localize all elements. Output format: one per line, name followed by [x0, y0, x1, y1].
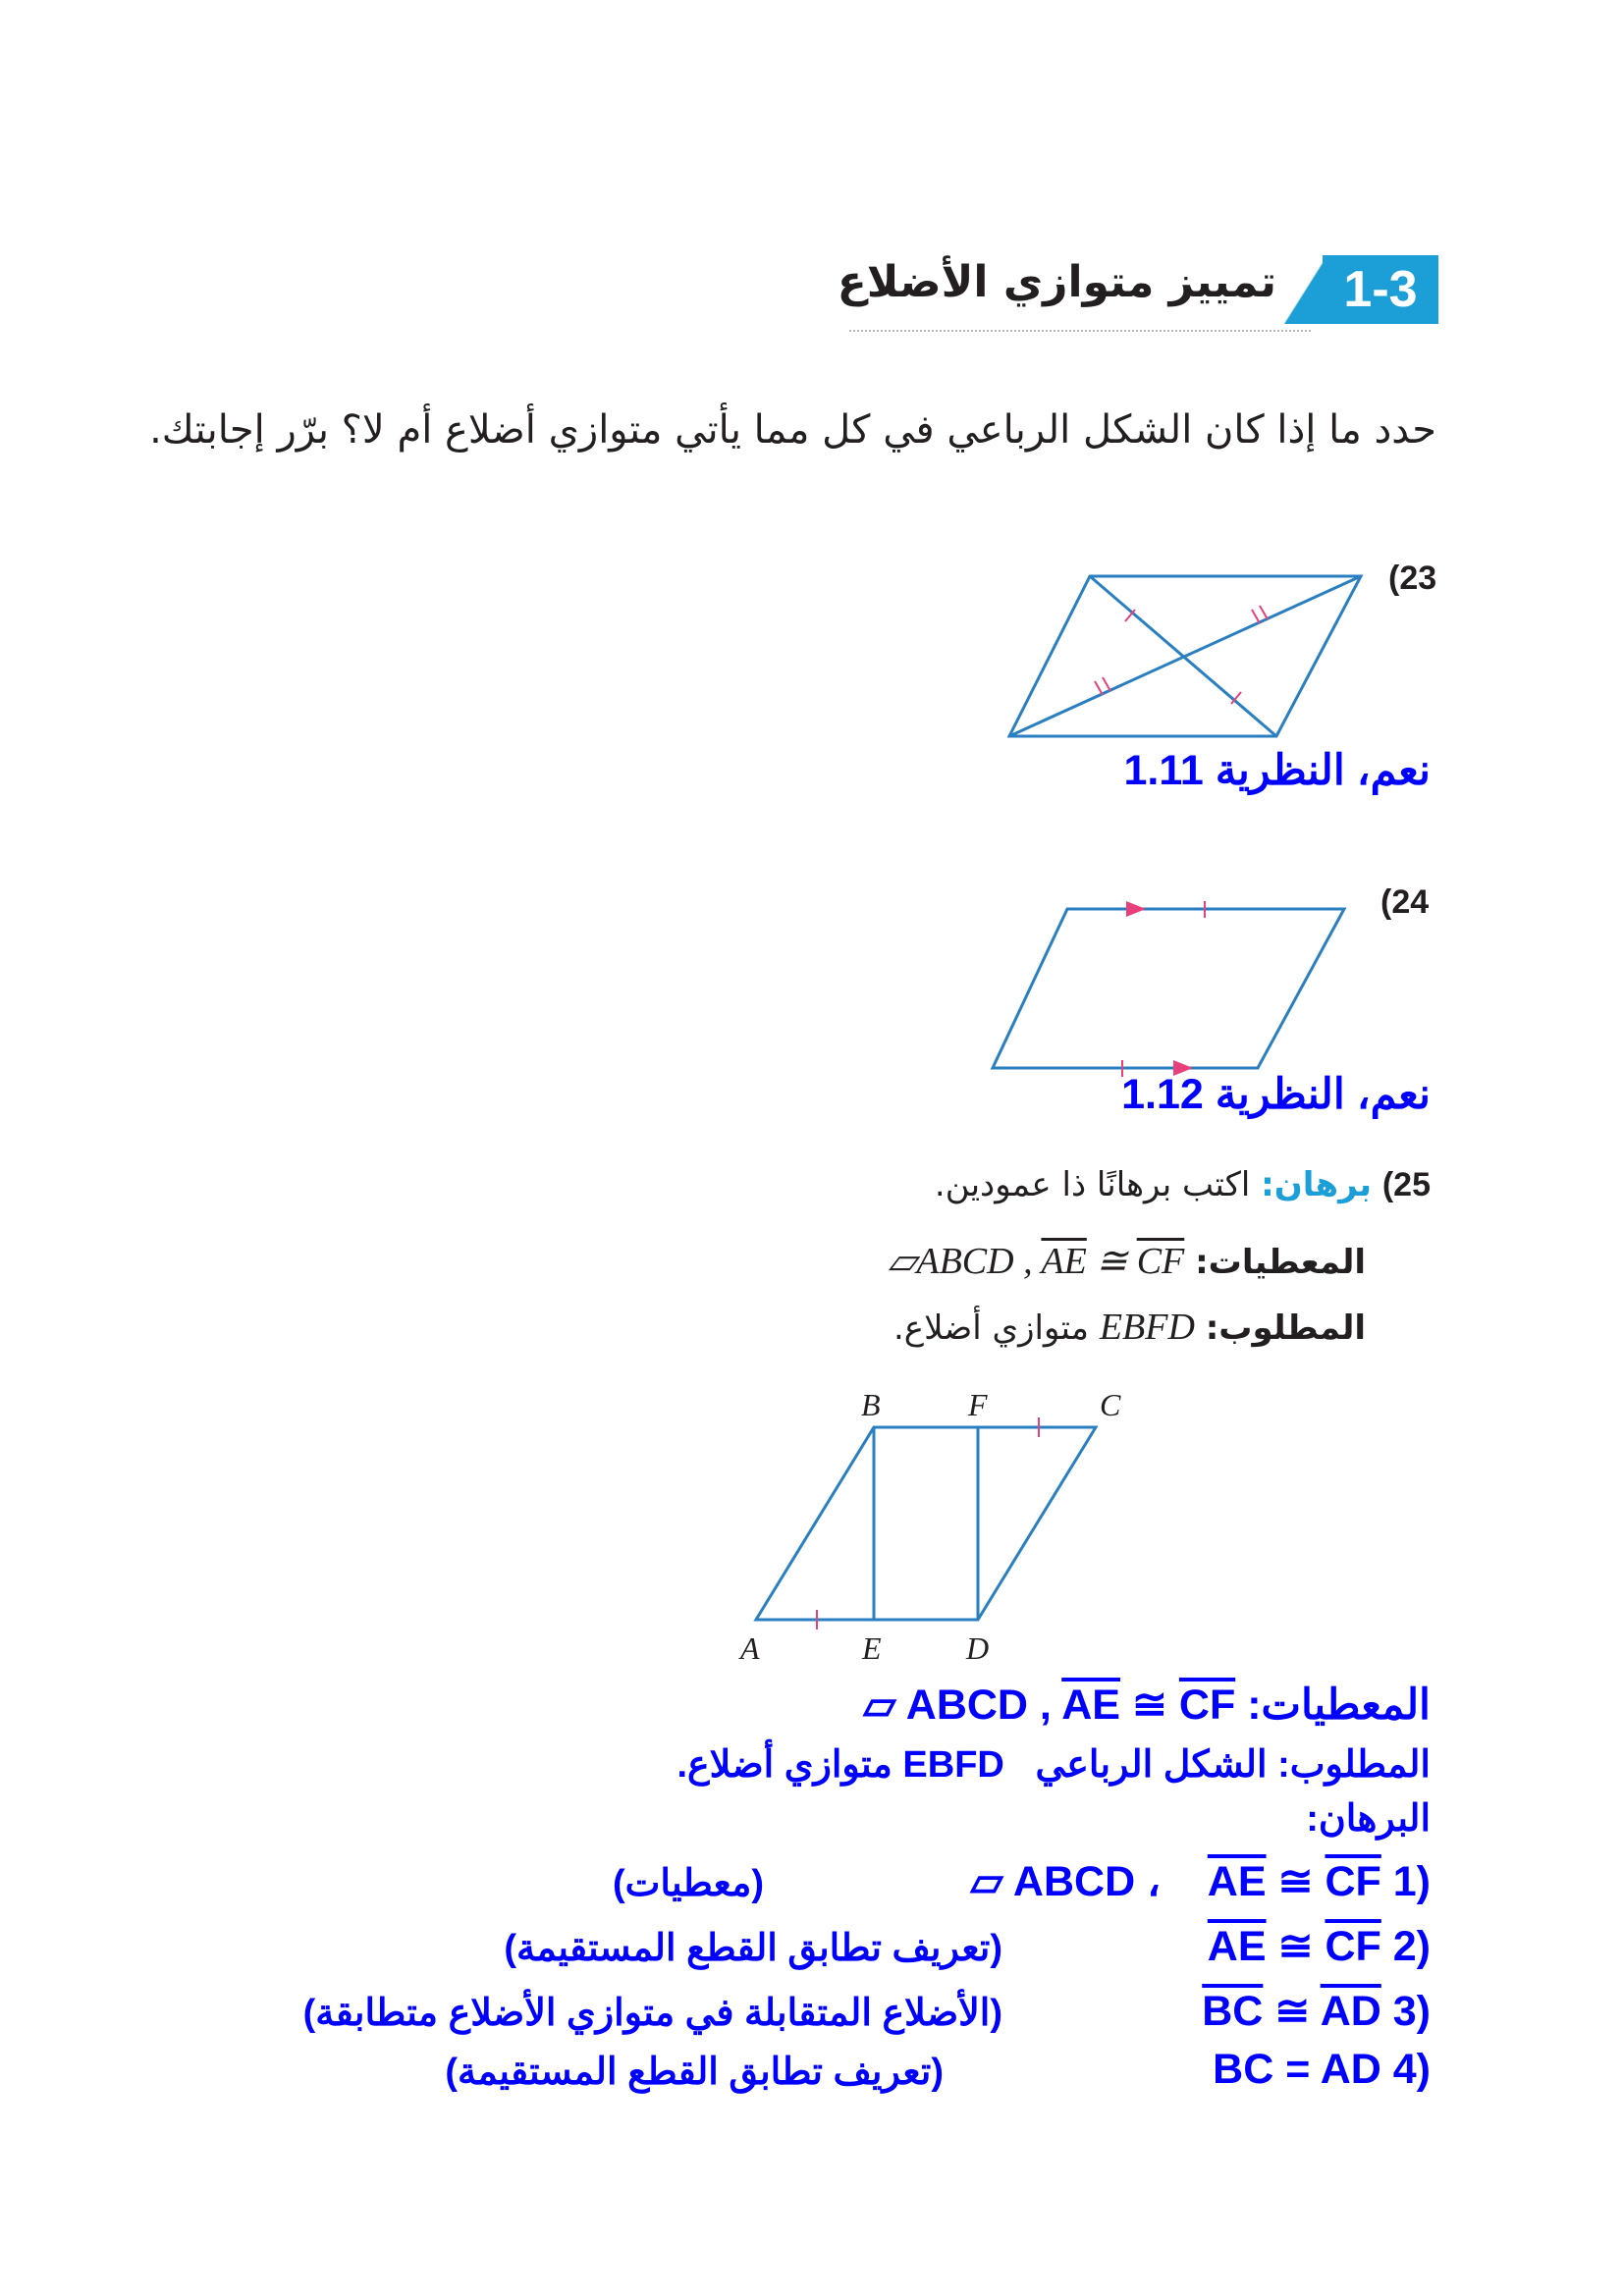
proof-prove-text-2: متوازي أضلاع. [676, 1744, 893, 1786]
ex25-label-b: B [861, 1387, 881, 1422]
proof-step-1-math [1208, 1857, 1381, 1906]
exercise-23-number: (23 [1388, 560, 1437, 597]
lesson-header [837, 245, 1438, 336]
proof-step-4-reason: (تعريف تطابق القطع المستقيمة) [445, 2052, 944, 2093]
proof-given-line [863, 1681, 1431, 1730]
proof-step-3-seg1: $\overline{BC}$ [1202, 1988, 1264, 2035]
ex25-label-f: F [968, 1387, 988, 1422]
ex25-label-c: C [1100, 1387, 1121, 1422]
exercise-23-answer: نعم، النظرية 1.11 [1123, 747, 1431, 794]
proof-step-1-seg2: $\overline{CF}$ [1325, 1858, 1381, 1905]
proof-step-4-number: (4 [1392, 2046, 1431, 2093]
ex25-label-d: D [966, 1630, 990, 1666]
printed-given-seg-cf: $\overline{CF}$ [1136, 1241, 1185, 1282]
exercise-25-keyword: برهان: [1261, 1165, 1373, 1204]
proof-step-2-congruent: ≅ [1277, 1923, 1314, 1970]
printed-given-seg-ae: $\overline{AE}$ [1041, 1241, 1087, 1282]
printed-given-label: المعطيات: [1195, 1243, 1366, 1282]
ex23-tick-double-2b [1103, 677, 1110, 691]
exercise-24-figure [977, 893, 1360, 1080]
proof-step-2-statement [1208, 1922, 1431, 1971]
exercise-25-number: 25) [1381, 1166, 1431, 1203]
proof-step-3-math [1202, 1987, 1381, 2036]
proof-given-shape: ▱ ABCD , [863, 1682, 1052, 1729]
lesson-number: 1-3 [1323, 255, 1438, 324]
proof-step-3-statement [1202, 1987, 1431, 2036]
proof-prove-line [676, 1742, 1431, 1787]
exercise-25-prompt: اكتب برهانًا ذا عمودين. [934, 1165, 1251, 1204]
proof-given-seg-cf: $\overline{CF}$ [1178, 1682, 1236, 1729]
exercise-24-number: (24 [1380, 883, 1430, 921]
exercise-25-figure [727, 1384, 1139, 1669]
printed-prove-label: المطلوب: [1205, 1308, 1366, 1348]
proof-step-1-shape: ▱ ABCD [970, 1858, 1136, 1905]
proof-step-4-math: BC = AD [1213, 2046, 1381, 2093]
proof-step-2-math [1208, 1922, 1381, 1971]
ex23-tick-double-1b [1260, 606, 1268, 619]
exercise-23-figure [992, 564, 1384, 751]
proof-label: البرهان: [1306, 1798, 1431, 1840]
printed-prove-line [893, 1306, 1366, 1349]
proof-step-3-seg2: $\overline{AD}$ [1320, 1988, 1381, 2035]
lesson-title: تمييز متوازي الأضلاع [837, 257, 1276, 307]
exercise-24-answer: نعم، النظرية 1.12 [1121, 1071, 1431, 1118]
proof-step-3-number: (3 [1392, 1988, 1431, 2035]
proof-step-1-reason: (معطيات) [613, 1863, 764, 1904]
proof-step-1-statement [971, 1857, 1431, 1906]
proof-given-seg-ae: $\overline{AE}$ [1061, 1682, 1120, 1729]
printed-given-congruent: ≅ [1096, 1241, 1128, 1282]
printed-prove-math: EBFD [1099, 1307, 1195, 1348]
ex23-diagonal-2 [1009, 576, 1361, 736]
proof-step-1-seg1: $\overline{AE}$ [1207, 1858, 1267, 1905]
proof-given-math [863, 1681, 1235, 1730]
exercise-25-prompt-line [935, 1165, 1431, 1204]
proof-step-1-congruent: ≅ [1277, 1858, 1314, 1905]
proof-prove-math: EBFD [902, 1744, 1004, 1786]
proof-step-1-separator: ، [1147, 1858, 1161, 1905]
proof-step-3-congruent: ≅ [1274, 1988, 1311, 2035]
ex24-arrow-top [1126, 901, 1146, 917]
proof-given-label: المعطيات: [1247, 1682, 1431, 1729]
proof-step-2-seg1: $\overline{AE}$ [1207, 1923, 1267, 1970]
printed-given-line [888, 1239, 1366, 1283]
proof-prove-text-1: الشكل الرباعي [1035, 1744, 1268, 1786]
ex23-tick-double-2a [1095, 681, 1103, 695]
ex24-parallelogram [993, 909, 1344, 1068]
proof-step-3-reason: (الأضلاع المتقابلة في متوازي الأضلاع متطابقة) [302, 1993, 1002, 2034]
printed-prove-text: متوازي أضلاع. [893, 1308, 1089, 1348]
lesson-title-rule [849, 330, 1311, 332]
proof-step-4-statement [1213, 2046, 1431, 2094]
ex25-label-e: E [862, 1630, 882, 1666]
ex25-label-a: A [740, 1630, 760, 1666]
ex25-parallelogram-abcd [756, 1427, 1096, 1620]
printed-given-math: ▱ABCD , $\overline{AE}$ ≅ $\overline{CF}$ [888, 1241, 1185, 1282]
proof-step-2-number: (2 [1392, 1923, 1431, 1970]
proof-step-2-reason: (تعريف تطابق القطع المستقيمة) [504, 1928, 1002, 1969]
proof-step-1-number: (1 [1392, 1858, 1431, 1905]
lesson-number-tab-shape [1284, 255, 1327, 324]
printed-given-shape: ▱ABCD [888, 1241, 1014, 1282]
proof-prove-label: المطلوب: [1277, 1744, 1431, 1786]
ex23-tick-double-1a [1252, 610, 1260, 623]
instructions: حدد ما إذا كان الشكل الرباعي في كل مما يأتي متوازي أضلاع أم لا؟ برّر إجابتك. [149, 407, 1436, 453]
proof-step-2-seg2: $\overline{CF}$ [1325, 1923, 1381, 1970]
proof-given-congruent: ≅ [1131, 1682, 1167, 1729]
